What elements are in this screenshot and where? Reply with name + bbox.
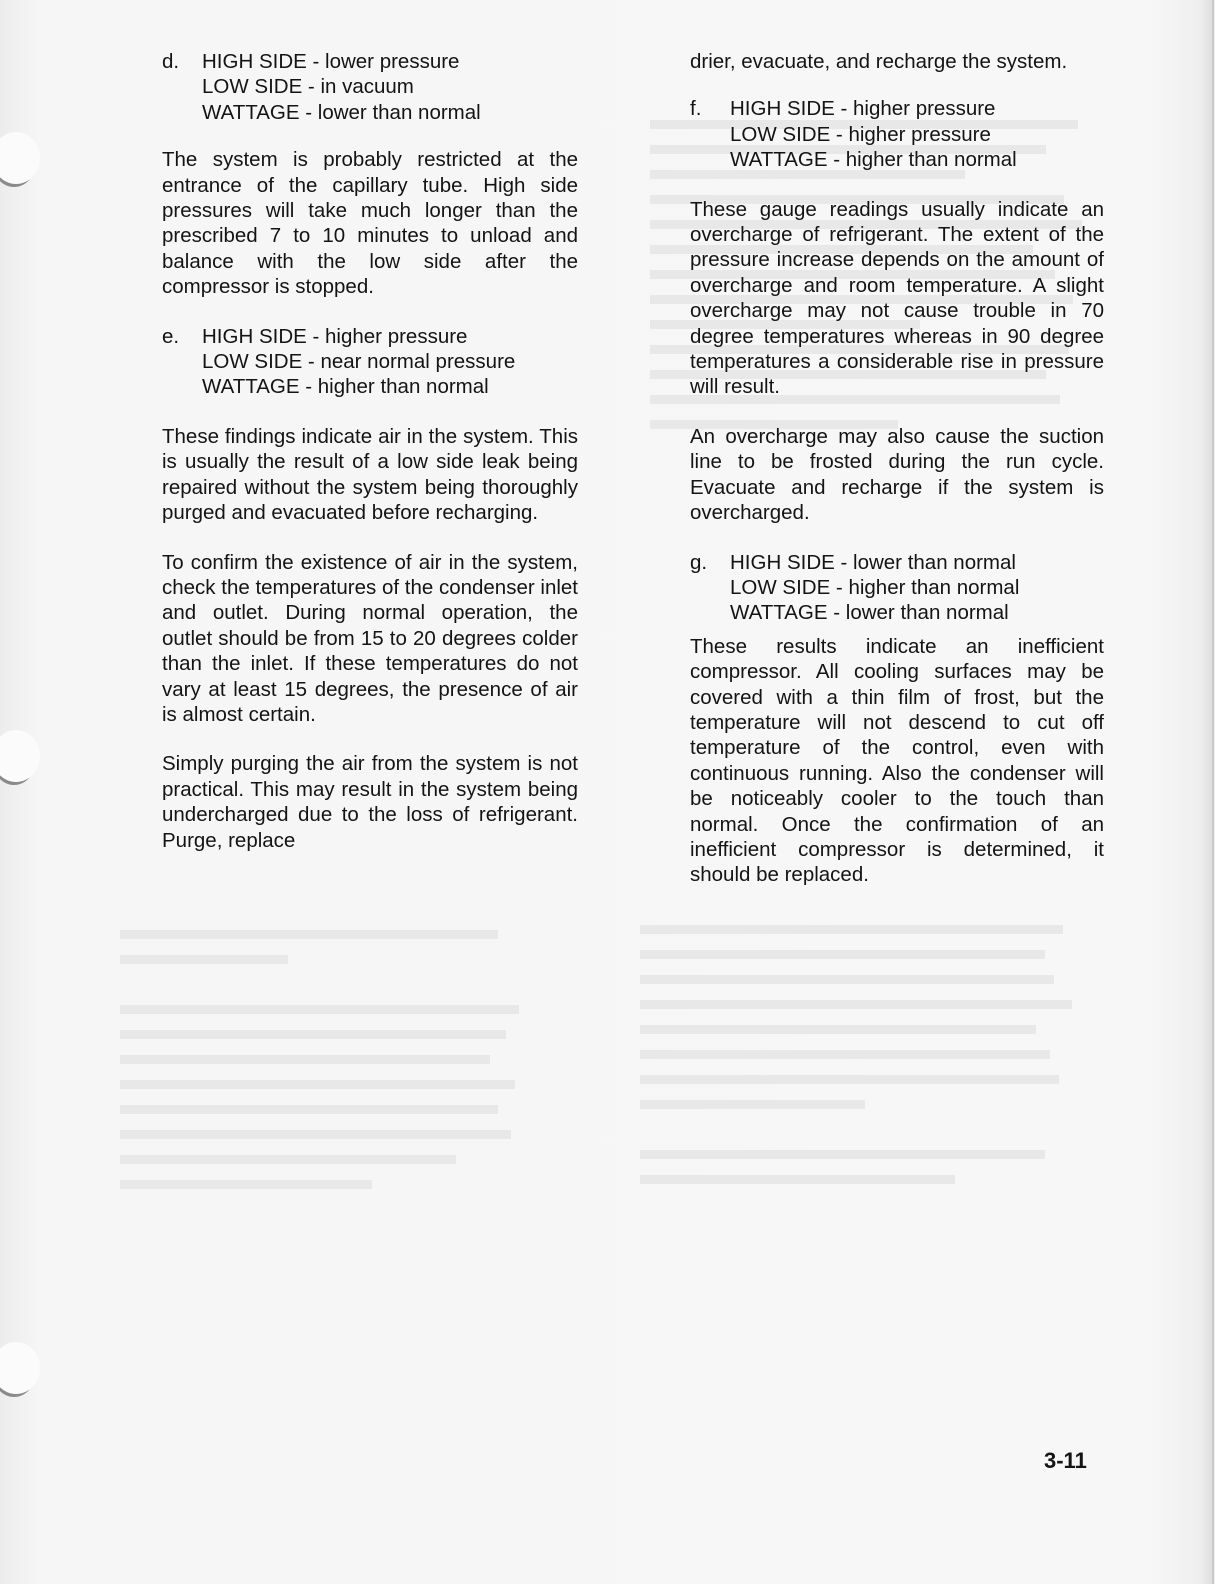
list-item-f [690, 96, 1104, 172]
paragraph-continued: drier, evacuate, and recharge the system. [690, 50, 1068, 73]
list-item-f-readings [730, 96, 1017, 172]
list-item-d-letter: d. [162, 50, 180, 73]
page-edge-right [1212, 0, 1214, 1584]
paragraph-d: The system is probably restricted at the entrance of the capillary tube. High side pressures will take much longer than the prescribed 7 to 10 minutes to unload and balance with the low side after the compressor is stopped. [162, 148, 578, 299]
reading-low-side: LOW SIDE - higher than normal [730, 575, 1020, 599]
reading-wattage: WATTAGE - higher than normal [730, 148, 1017, 172]
binder-hole-top [0, 132, 40, 184]
binder-hole-middle [0, 730, 40, 782]
reading-high-side: HIGH SIDE - lower pressure [202, 50, 460, 73]
list-item-g-letter: g. [690, 550, 708, 574]
page-number: 3-11 [1044, 1448, 1087, 1473]
reading-wattage: WATTAGE - higher than normal [202, 375, 489, 399]
paragraph-f-frost: An overcharge may also cause the suction line to be frosted during the run cycle. Evacuate and recharge if the system is overcharged. [690, 424, 1104, 525]
reading-low-side: LOW SIDE - higher pressure [730, 122, 991, 146]
list-item-e-readings [202, 324, 515, 400]
list-item-e-letter: e. [162, 324, 180, 348]
list-item-e [162, 324, 578, 400]
paragraph-e-confirm: To confirm the existence of air in the system, check the temperatures of the condenser inlet and outlet. During normal operation, the outlet should be from 15 to 20 degrees colder than the inlet. If these temperatures do not vary at least 15 degrees, the presence of air is almost certain. [162, 550, 578, 726]
list-item-g-readings [730, 550, 1019, 626]
bleed-through-block-left [120, 930, 540, 1205]
list-item-g [690, 550, 1104, 626]
right-column [690, 49, 1104, 888]
left-column [162, 49, 578, 853]
list-item-d-readings [202, 49, 481, 125]
reading-low-side: LOW SIDE - in vacuum [202, 75, 414, 99]
paragraph-g-compressor: These results indicate an inefficient compressor. All cooling surfaces may be covered with a thin film of frost, but the temperature will not descend to cut off temperature of the control, even with continuous running. Also the condenser will be noticeably cooler to the touch than normal. Once the confirmation of an inefficient compressor is determined, it should be replaced. [690, 634, 1104, 887]
reading-wattage: WATTAGE - lower than normal [202, 100, 481, 124]
reading-high-side: HIGH SIDE - higher pressure [730, 97, 996, 121]
list-item-f-letter: f. [690, 97, 702, 121]
paragraph-f-overcharge: These gauge readings usually indicate an overcharge of refrigerant. The extent of the pressure increase depends on the amount of overcharge and room temperature. A slight overcharge may not cause trouble in 70 degree temperatures whereas in 90 degree temperatures a considerable rise in pressure will result. [690, 197, 1104, 399]
reading-high-side: HIGH SIDE - lower than normal [730, 550, 1016, 574]
paragraph-e-air: These findings indicate air in the system. This is usually the result of a low side leak being repaired without the system being thoroughly purged and evacuated before recharging. [162, 424, 578, 525]
bleed-through-block-right [640, 925, 1090, 1200]
binder-hole-bottom [0, 1342, 40, 1394]
list-item-d [162, 49, 578, 125]
reading-low-side: LOW SIDE - near normal pressure [202, 350, 516, 374]
reading-high-side: HIGH SIDE - higher pressure [202, 324, 468, 348]
paragraph-e-purge: Simply purging the air from the system is not practical. This may result in the system being undercharged due to the loss of refrigerant. Purge, replace [162, 752, 578, 852]
reading-wattage: WATTAGE - lower than normal [730, 601, 1009, 625]
